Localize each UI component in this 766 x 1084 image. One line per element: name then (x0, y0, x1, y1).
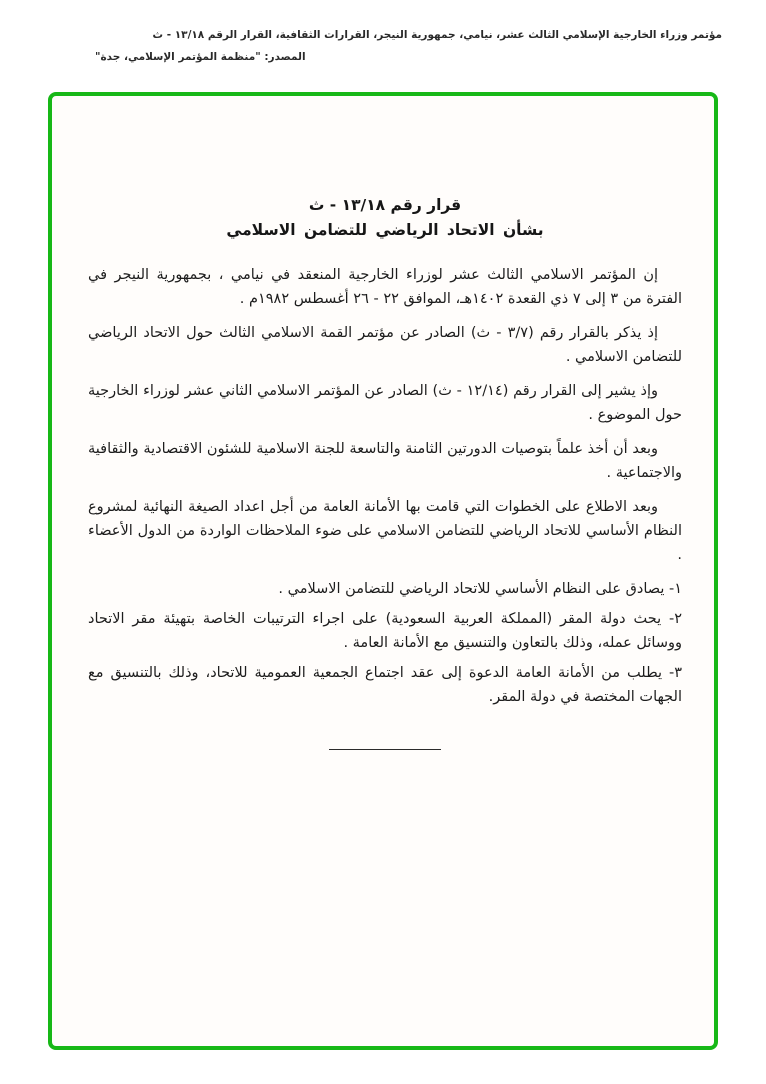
preamble-paragraph-2: إذ يذكر بالقرار رقم (٣/٧ - ث) الصادر عن مؤتمر القمة الاسلامي الثالث حول الاتحاد الرياضي للتضامن الاسلامي . (88, 325, 682, 365)
preamble-paragraph-1: إن المؤتمر الاسلامي الثالث عشر لوزراء الخارجية المنعقد في نيامي ، بجمهورية النيجر في الفترة من ٣ إلى ٧ ذي القعدة ١٤٠٢هـ، الموافق ٢٢ - ٢٦ أغسطس ١٩٨٢م . (88, 267, 682, 307)
resolution-subject-title: بشأن الاتحاد الرياضي للتضامن الاسلامي (226, 221, 544, 239)
source-line: المصدر: "منظمة المؤتمر الإسلامي، جدة" (95, 51, 306, 63)
divider-line (329, 749, 441, 750)
preamble-paragraph-5: وبعد الاطلاع على الخطوات التي قامت بها الأمانة العامة من أجل اعداد الصيغة النهائية لمشروع النظام الأساسي للاتحاد الرياضي للتضامن الاسلامي على ضوء الملاحظات الواردة من الدول الأعضاء . (88, 499, 682, 563)
citation-line: مؤتمر وزراء الخارجية الإسلامي الثالث عشر، نيامي، جمهورية النيجر، القرارات الثقافية، القرار الرقم ١٣/١٨ - ث (152, 29, 722, 41)
page-content (52, 96, 714, 750)
operative-item-1: ١- يصادق على النظام الأساسي للاتحاد الرياضي للتضامن الاسلامي . (278, 581, 682, 597)
preamble-paragraph-4: وبعد أن أخذ علماً بتوصيات الدورتين الثامنة والتاسعة للجنة الاسلامية للشئون الاقتصادية والثقافية والاجتماعية . (88, 441, 682, 481)
operative-item-2: ٢- يحث دولة المقر (المملكة العربية السعودية) على اجراء الترتيبات الخاصة بتهيئة مقر الاتحاد ووسائل عمله، وذلك بالتعاون والتنسيق مع الأمانة العامة . (88, 611, 682, 651)
operative-item-3: ٣- يطلب من الأمانة العامة الدعوة إلى عقد اجتماع الجمعية العمومية للاتحاد، وذلك بالتنسيق مع الجهات المختصة في دولة المقر. (88, 665, 682, 705)
resolution-number-title: قرار رقم ١٣/١٨ - ث (308, 196, 462, 214)
citation-header (95, 24, 722, 68)
document-page (48, 92, 718, 1050)
preamble-paragraph-3: وإذ يشير إلى القرار رقم (١٢/١٤ - ث) الصادر عن المؤتمر الاسلامي الثاني عشر لوزراء الخارجية حول الموضوع . (88, 383, 682, 423)
